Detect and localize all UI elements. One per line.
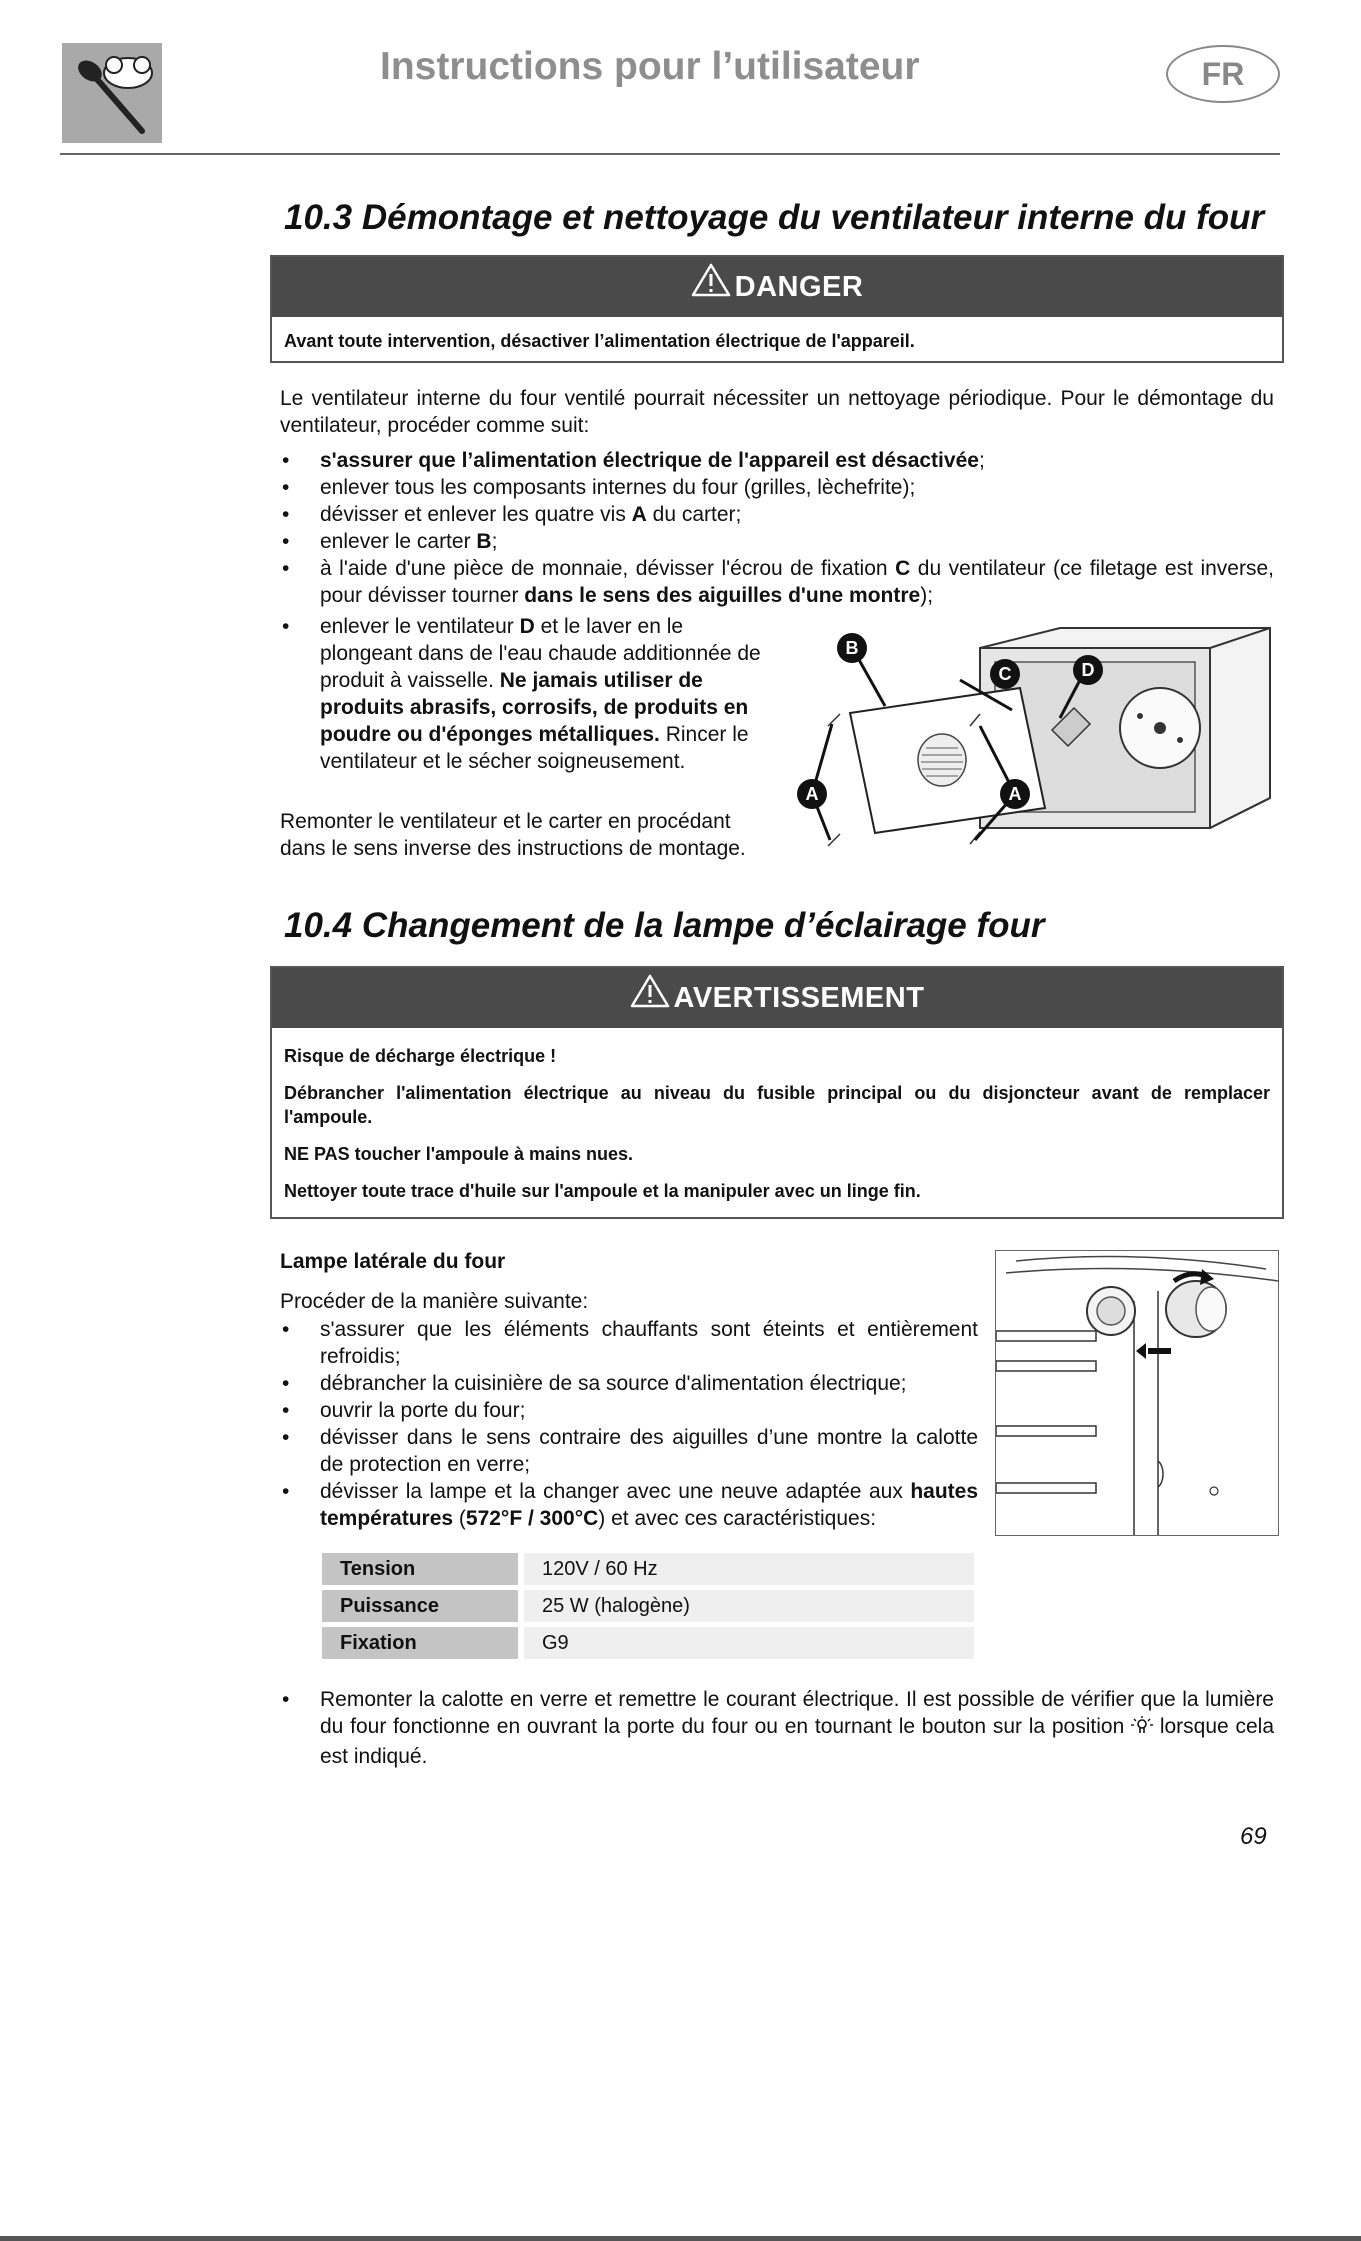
list-item: • dévisser la lampe et la changer avec une neuve adaptée aux hautes températures (572°F / 300°C) et avec ces caractéristiques: (280, 1478, 978, 1532)
fan-steps-list (280, 447, 1274, 609)
warning-line-2: NE PAS toucher l'ampoule à mains nues. (284, 1144, 634, 1164)
warning-line-3: Nettoyer toute trace d'huile sur l'ampoule et la manipuler avec un linge fin. (284, 1181, 921, 1201)
danger-text: Avant toute intervention, désactiver l’alimentation électrique de l'appareil. (284, 331, 915, 351)
danger-label: DANGER (734, 271, 864, 303)
list-item: • enlever le carter B; (280, 528, 1274, 555)
list-item: • débrancher la cuisinière de sa source d'alimentation électrique; (280, 1370, 978, 1397)
fig-label-c: C (998, 664, 1012, 684)
lamp-intro: Procéder de la manière suivante: (280, 1290, 589, 1313)
spec-value: G9 (518, 1627, 974, 1659)
lamp-subheading: Lampe latérale du four (280, 1250, 506, 1273)
list-item: • s'assurer que les éléments chauffants sont éteints et entièrement refroidis; (280, 1316, 978, 1370)
list-item: • Remonter la calotte en verre et remettre le courant électrique. Il est possible de vérifier que la lumière du four fonctionne en ouvrant la porte du four ou en tournant le bouton sur la position lorsque cela est indiqué. (280, 1686, 1274, 1770)
danger-header (272, 257, 1282, 317)
warning-box (270, 966, 1284, 1219)
fig-label-d: D (1081, 660, 1095, 680)
fig-label-a-left: A (805, 784, 819, 804)
warning-label: AVERTISSEMENT (673, 982, 925, 1014)
lamp-symbol-icon (1131, 1716, 1153, 1743)
step-0-part-0: s'assurer que l’alimentation électrique de l'appareil est désactivée (320, 449, 979, 472)
warning-line-1: Débrancher l'alimentation électrique au niveau du fusible principal ou du disjoncteur avant de remplacer l'ampoule. (284, 1083, 1270, 1127)
fig-label-b: B (845, 638, 859, 658)
reassemble-paragraph: Remonter le ventilateur et le carter en procédant dans le sens inverse des instructions de montage. (280, 810, 746, 860)
lamp-specs-table (322, 1548, 974, 1664)
lamp-steps-list (280, 1316, 978, 1532)
section-heading-10-3: 10.3 Démontage et nettoyage du ventilateur interne du four (284, 198, 1265, 237)
chef-logo (62, 43, 162, 143)
warning-line-0: Risque de décharge électrique ! (284, 1046, 557, 1066)
table-row (322, 1627, 974, 1659)
spec-value: 25 W (halogène) (518, 1590, 974, 1622)
lamp-diagram (995, 1250, 1279, 1536)
list-item: • dévisser et enlever les quatre vis A du carter; (280, 501, 1274, 528)
spec-key: Tension (322, 1553, 518, 1585)
danger-box (270, 255, 1284, 363)
table-row (322, 1553, 974, 1585)
bottom-border (0, 2236, 1361, 2241)
list-item: • enlever le ventilateur D et le laver en le plongeant dans de l'eau chaude additionnée de produit à vaisselle. Ne jamais utiliser de produits abrasifs, corrosifs, de produits en poudre ou d'éponges métalliques. Rincer le ventilateur et le sécher soigneusement. (280, 613, 768, 775)
list-item: • s'assurer que l’alimentation électrique de l'appareil est désactivée; (280, 447, 1274, 474)
section-heading-10-4: 10.4 Changement de la lampe d’éclairage four (284, 906, 1045, 945)
list-item: • enlever tous les composants internes du four (grilles, lèchefrite); (280, 474, 1274, 501)
page-number: 69 (1240, 1823, 1267, 1850)
fan-steps-list-continued (280, 613, 768, 775)
list-item: • à l'aide d'une pièce de monnaie, dévisser l'écrou de fixation C du ventilateur (ce filetage est inverse, pour dévisser tourner dans le sens des aiguilles d'une montre); (280, 555, 1274, 609)
spec-key: Puissance (322, 1590, 518, 1622)
list-item: • dévisser dans le sens contraire des aiguilles d’une montre la calotte de protection en verre; (280, 1424, 978, 1478)
warning-triangle-icon (630, 969, 670, 1029)
fan-diagram (790, 618, 1280, 858)
spec-key: Fixation (322, 1627, 518, 1659)
fig-label-a-right: A (1008, 784, 1022, 804)
warning-header (272, 968, 1282, 1028)
spec-value: 120V / 60 Hz (518, 1553, 974, 1585)
lamp-final-step (280, 1686, 1274, 1770)
table-row (322, 1590, 974, 1622)
warning-triangle-icon (691, 258, 731, 318)
list-item: • ouvrir la porte du four; (280, 1397, 978, 1424)
header-title: Instructions pour l’utilisateur (380, 45, 920, 88)
language-badge: FR (1166, 45, 1280, 103)
header-divider (60, 153, 1280, 155)
fan-intro-paragraph: Le ventilateur interne du four ventilé pourrait nécessiter un nettoyage périodique. Pour le démontage du ventilateur, procéder comme suit: (280, 387, 1274, 437)
